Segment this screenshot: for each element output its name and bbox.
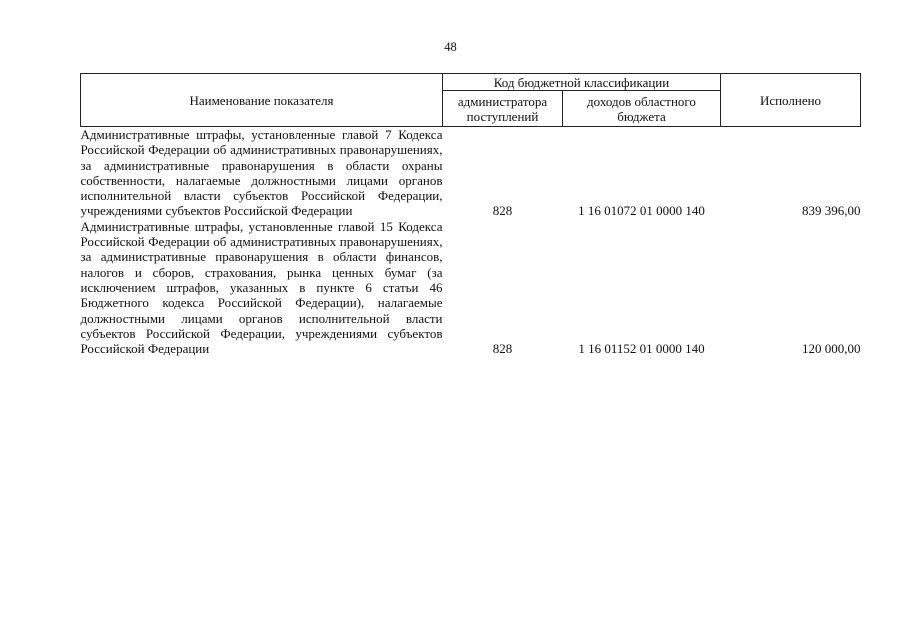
header-indicator-name: Наименование показателя <box>81 74 443 127</box>
executed-amount: 120 000,00 <box>802 341 861 357</box>
table-row <box>81 219 861 357</box>
administrator-code: 828 <box>492 203 513 219</box>
indicator-name: Административные штрафы, установленные главой 15 Кодекса Российской Федерации об административных правонарушениях, за административные правонарушения в области финансов, налогов и сборов, страхования, рынка ценных бумаг (за исключением штрафов, указанных в пункте 6 статьи 46 Бюджетного кодекса Российской Федерации), налагаемые должностными лицами органов исполнительной власти субъектов Российской Федерации, учреждениями субъектов Российской Федерации <box>80 218 443 357</box>
table-row <box>81 127 861 219</box>
page-number: 48 <box>444 40 457 54</box>
header-budget-classification-code: Код бюджетной классификации <box>443 74 721 91</box>
indicator-name: Административные штрафы, установленные главой 7 Кодекса Российской Федерации об административных правонарушениях, за административные правонарушения в области охраны собственности, налагаемые должностными лицами органов исполнительной власти субъектов Российской Федерации, учреждениями субъектов Российской Федерации <box>80 127 443 219</box>
budget-table <box>80 73 861 356</box>
administrator-code: 828 <box>492 341 513 357</box>
table-header <box>81 74 861 127</box>
income-code: 1 16 01072 01 0000 140 <box>578 203 705 219</box>
header-regional-budget-income: доходов областного бюджета <box>563 91 721 127</box>
table-body <box>81 127 861 357</box>
header-executed: Исполнено <box>721 74 861 127</box>
income-code: 1 16 01152 01 0000 140 <box>578 341 705 357</box>
header-revenue-administrator: администратора поступлений <box>443 91 563 127</box>
executed-amount: 839 396,00 <box>802 203 861 219</box>
